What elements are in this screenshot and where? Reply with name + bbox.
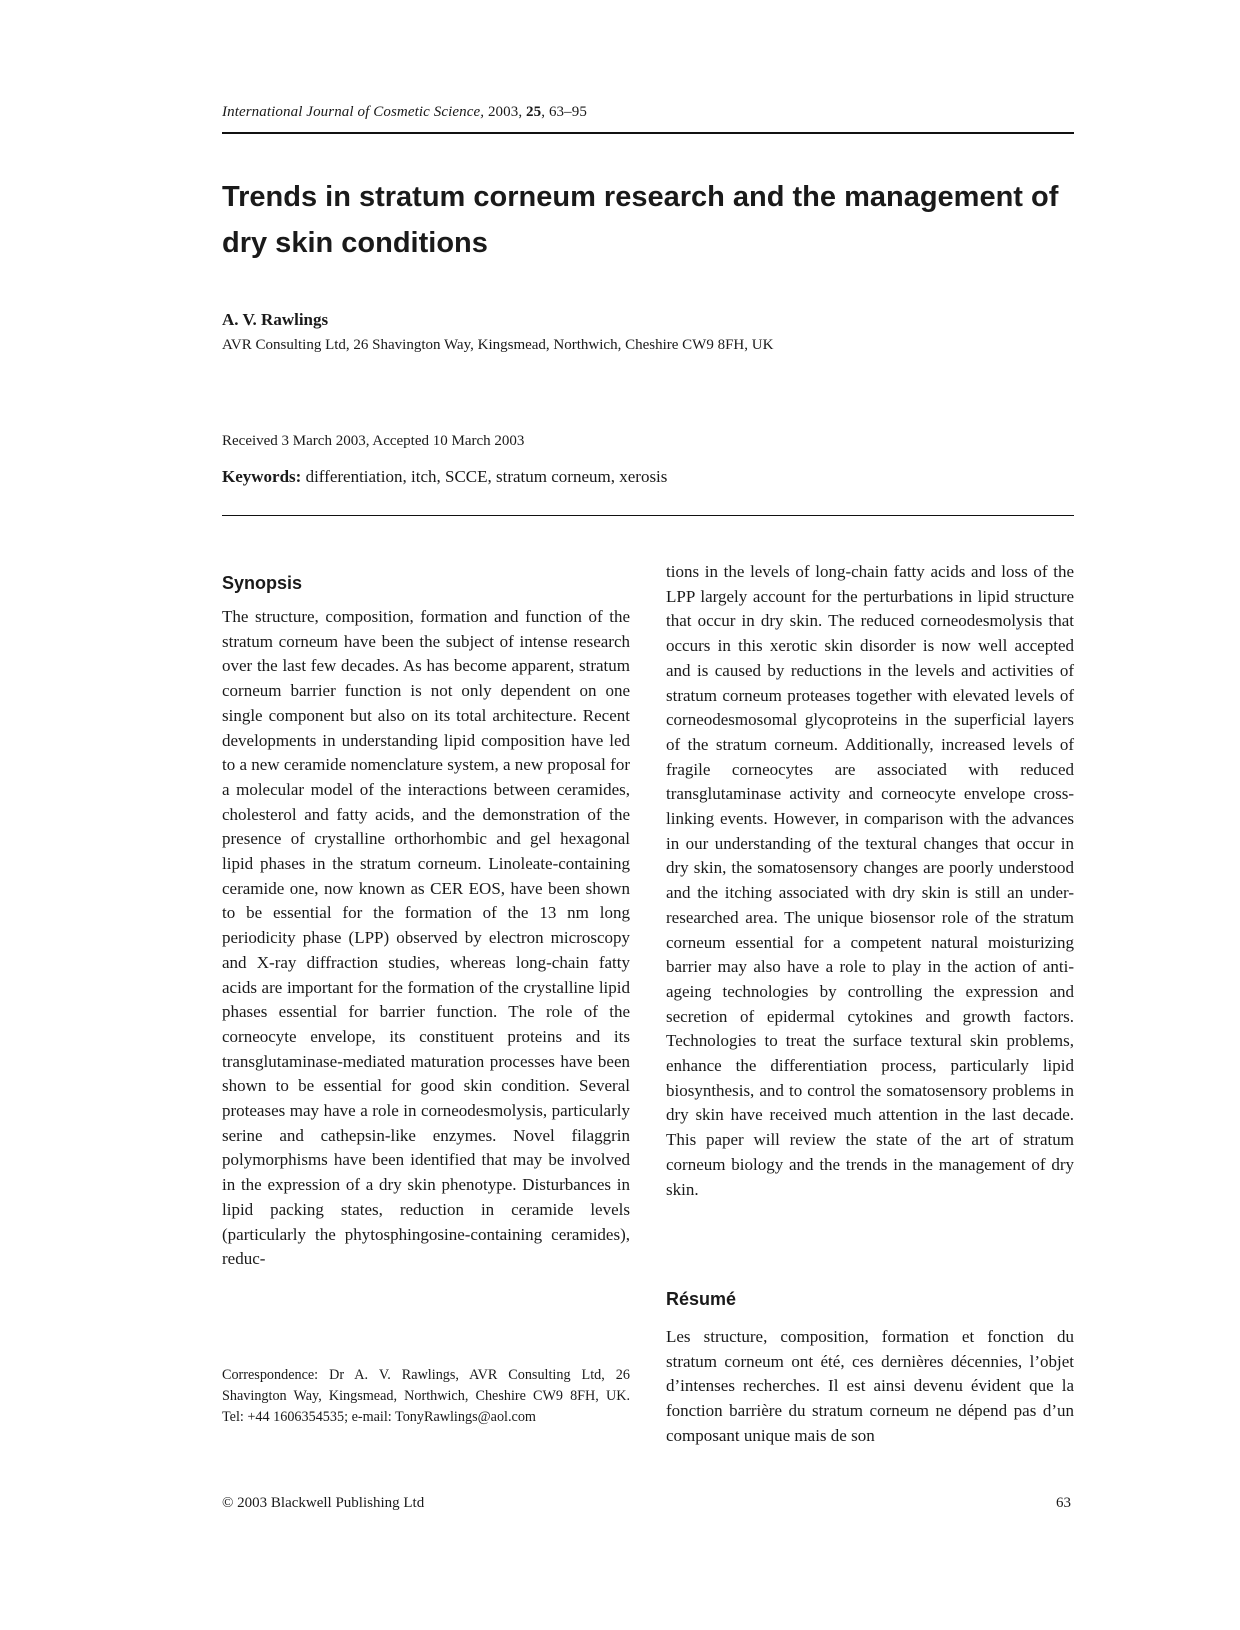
keywords-label: Keywords: xyxy=(222,467,302,486)
resume-text: Les structure, composition, formation et fonction du stratum corneum ont été, ces dernières décennies, l’objet d’intenses recherches. Il est ainsi devenu évident que la fonction barrière du stratum corneum ne dépend pas d’un composant unique mais de son xyxy=(666,1327,1074,1445)
synopsis-text-left: The structure, composition, formation and function of the stratum corneum have been the subject of intense research over the last few decades. As has become apparent, stratum corneum barrier function is not only dependent on one single component but also on its total architecture. Recent developments in understanding lipid composition have led to a new ceramide nomenclature system, a new proposal for a molecular model of the interactions between ceramides, cholesterol and fatty acids, and the demonstration of the presence of crystalline orthorhombic and gel hexagonal lipid phases in the stratum corneum. Linoleate-containing ceramide one, now known as CER EOS, have been shown to be essential for the formation of the 13 nm long periodicity phase (LPP) observed by electron microscopy and X-ray diffraction studies, whereas long-chain fatty acids are important for the formation of the crystalline lipid phases essential for barrier function. The role of the corneocyte envelope, its constituent proteins and its transglutaminase-mediated maturation processes have been shown to be essential for good skin condition. Several proteases may have a role in corneodesmolysis, particularly serine and cathepsin-like enzymes. Novel filaggrin polymorphisms have been identified that may be involved in the expression of a dry skin phenotype. Disturbances in lipid packing states, reduction in ceramide levels (particularly the phytosphingosine-containing ceramides), reduc- xyxy=(222,607,630,1269)
author-name: A. V. Rawlings xyxy=(222,310,329,329)
author-affiliation: AVR Consulting Ltd, 26 Shavington Way, Kingsmead, Northwich, Cheshire CW9 8FH, UK xyxy=(222,337,774,353)
keywords xyxy=(222,467,667,487)
journal-volume: 25 xyxy=(526,104,542,120)
keywords-value: differentiation, itch, SCCE, stratum corneum, xerosis xyxy=(305,467,668,486)
synopsis-text-right: tions in the levels of long-chain fatty acids and loss of the LPP largely account for the perturbations in lipid structure that occur in dry skin. The reduced corneodesmolysis that occurs in this xerotic skin disorder is now well accepted and is caused by reductions in the levels and activities of stratum corneum proteases together with elevated levels of corneodesmosomal glycoproteins in the superficial layers of the stratum corneum. Additionally, increased levels of fragile corneocytes are associated with reduced transglutaminase activity and corneocyte envelope cross-linking events. However, in comparison with the advances in our understanding of the textural changes that occur in dry skin, the somatosensory changes are poorly understood and the itching associated with dry skin is still an under-researched area. The unique biosensor role of the stratum corneum essential for a competent natural moisturizing barrier may also have a role to play in the action of anti-ageing technologies by controlling the expression and secretion of epidermal cytokines and growth factors. Technologies to treat the surface textural skin problems, enhance the differentiation process, particularly lipid biosynthesis, and to control the somatosensory problems in dry skin have received much attention in the last decade. This paper will review the state of the art of stratum corneum biology and the trends in the management of dry skin. xyxy=(666,562,1074,1199)
section-rule xyxy=(222,515,1074,516)
journal-year: 2003, xyxy=(487,104,523,120)
journal-name: International Journal of Cosmetic Science, xyxy=(222,104,485,120)
correspondence-note: Correspondence: Dr A. V. Rawlings, AVR Consulting Ltd, 26 Shavington Way, Kingsmead, Northwich, Cheshire CW9 8FH, UK. Tel: +44 1606354535; e-mail: TonyRawlings@aol.com xyxy=(222,1367,630,1425)
article-title: Trends in stratum corneum research and the management of dry skin conditions xyxy=(222,181,1059,259)
page-number: 63 xyxy=(1056,1495,1071,1511)
synopsis-heading: Synopsis xyxy=(222,573,303,593)
header-rule xyxy=(222,132,1074,134)
received-accepted-dates: Received 3 March 2003, Accepted 10 March 2003 xyxy=(222,433,525,449)
journal-citation xyxy=(222,104,587,121)
journal-pages: , 63–95 xyxy=(541,104,587,120)
resume-heading: Résumé xyxy=(666,1289,737,1309)
copyright-footer: © 2003 Blackwell Publishing Ltd xyxy=(222,1495,425,1511)
